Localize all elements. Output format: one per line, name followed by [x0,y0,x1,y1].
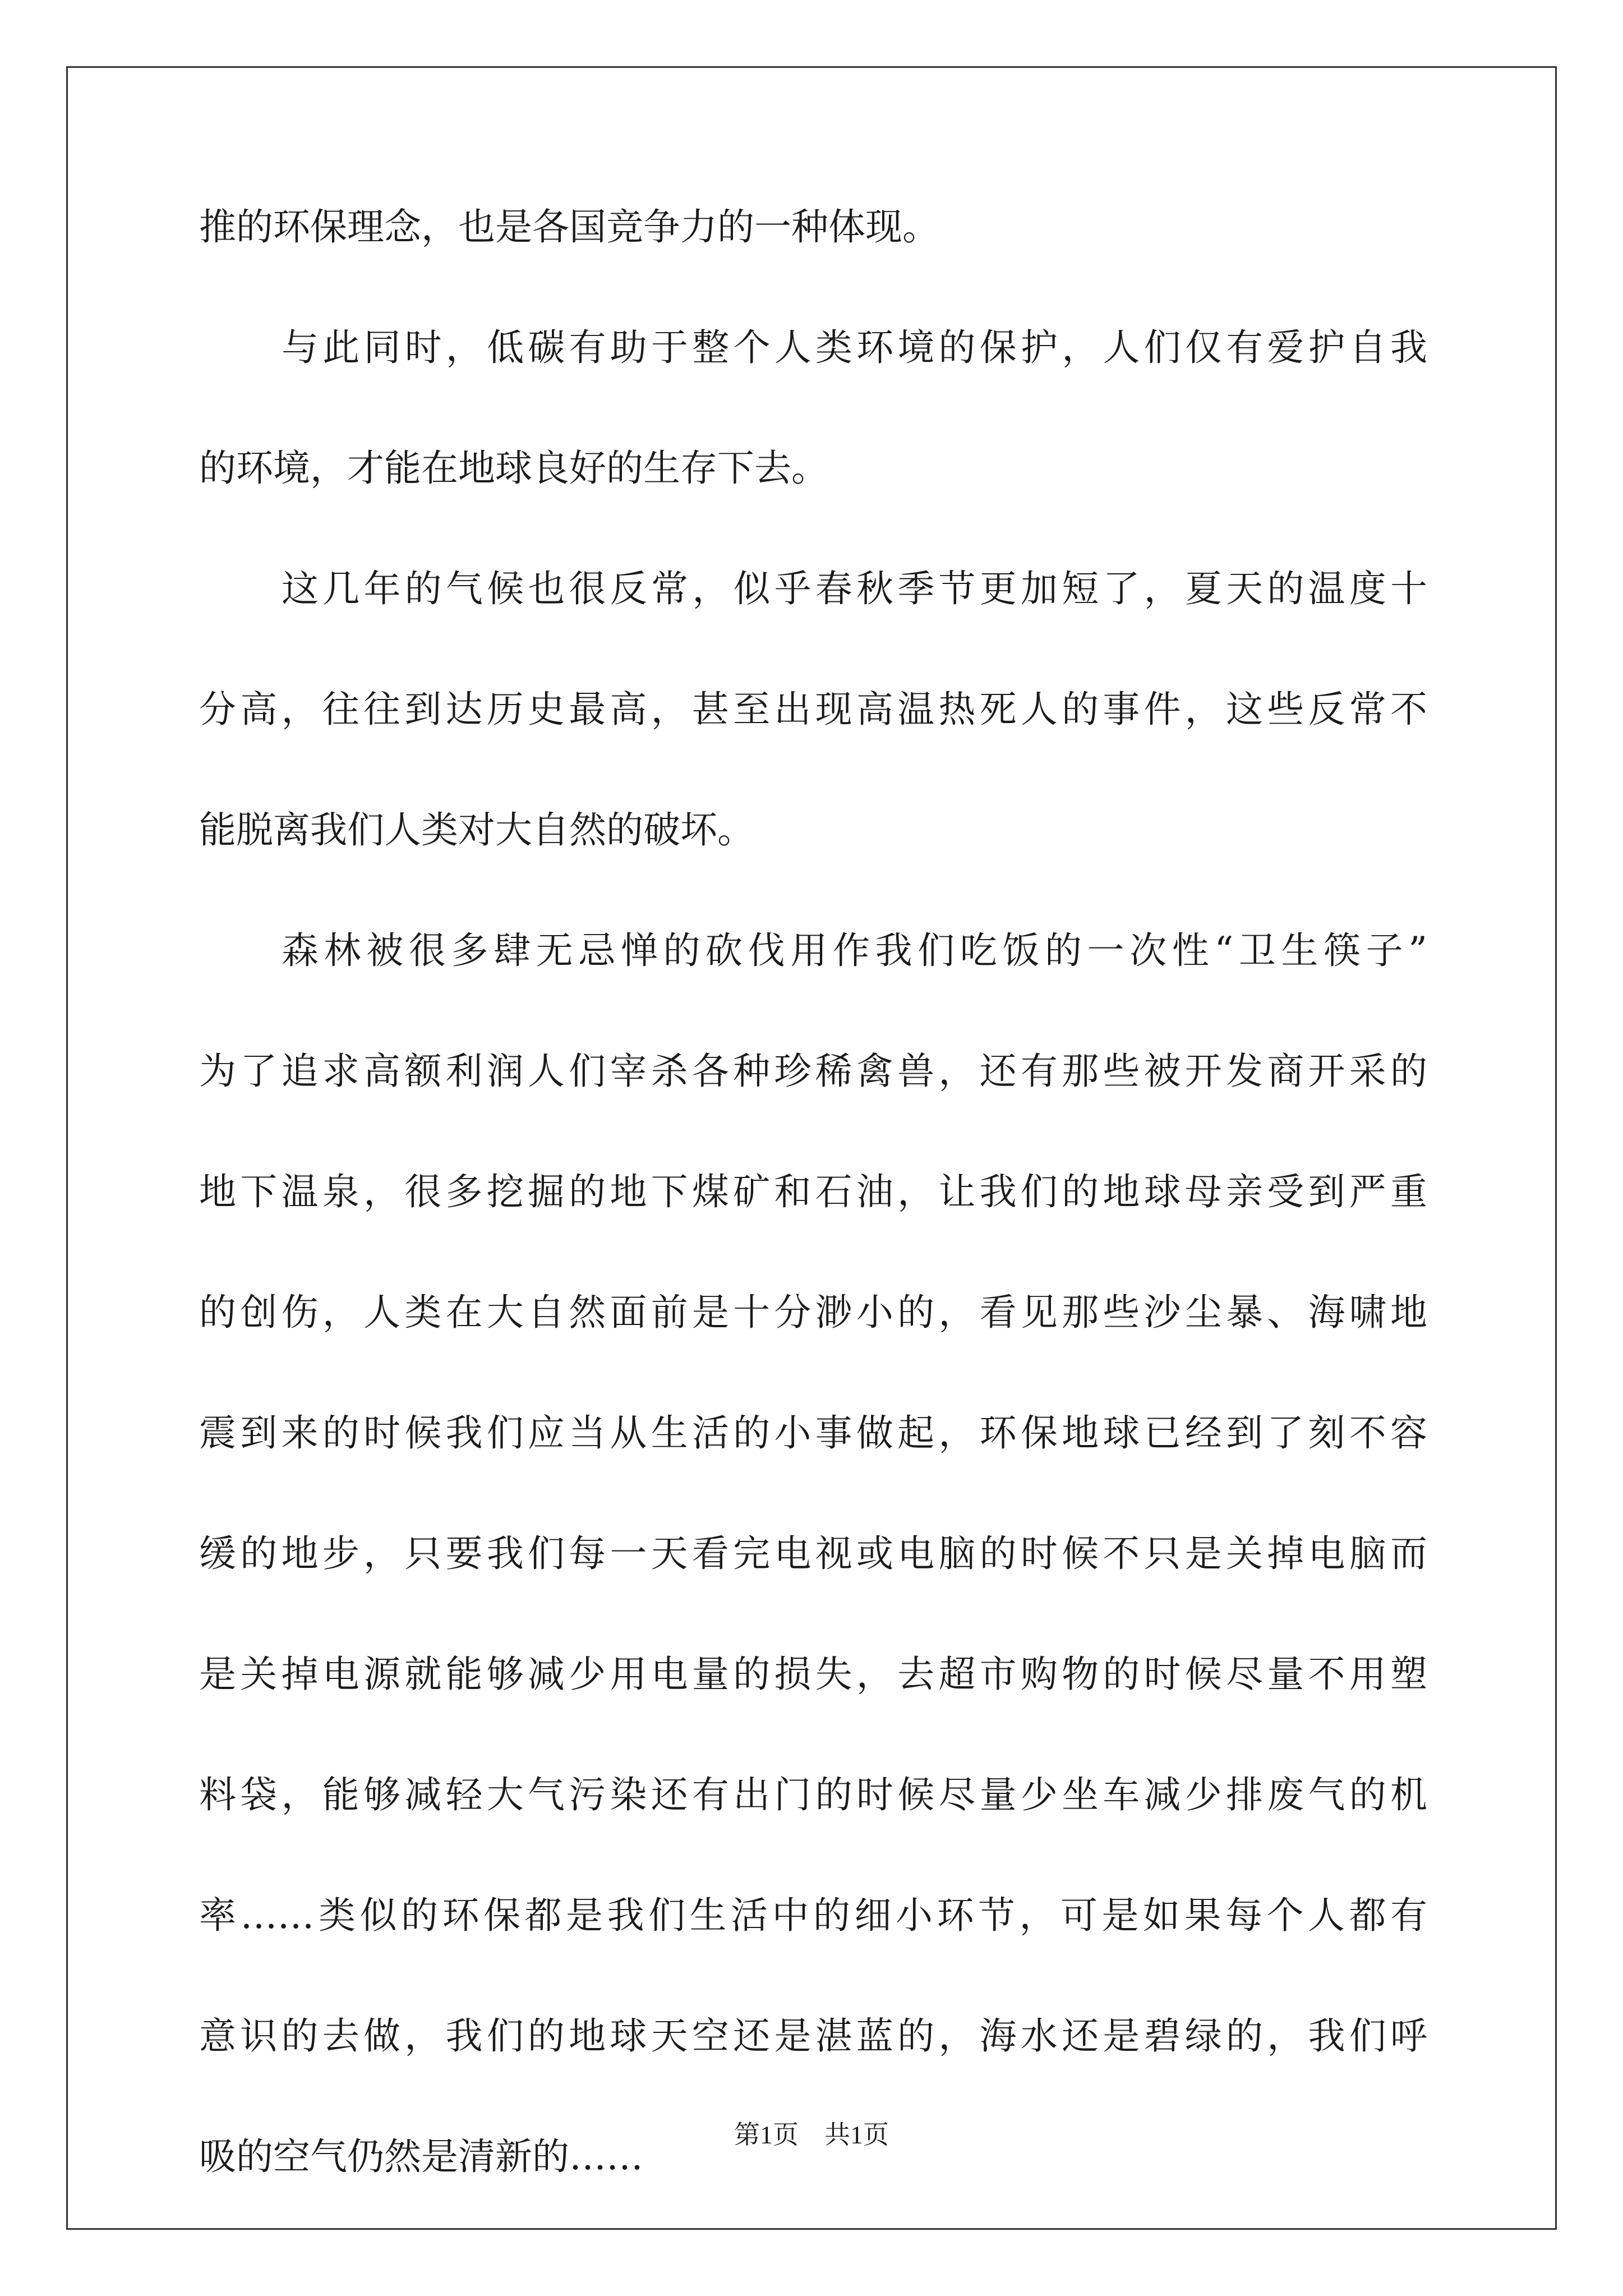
text-line: 分高，往往到达历史最高，甚至出现高温热死人的事件，这些反常不 [199,688,1427,731]
text-line: 的创伤，人类在大自然面前是十分渺小的，看见那些沙尘暴、海啸地 [199,1291,1427,1334]
text-line: 为了追求高额利润人们宰杀各种珍稀禽兽，还有那些被开发商开采的 [199,1050,1427,1093]
text-line: 森林被很多肆无忌惮的砍伐用作我们吃饭的一次性“卫生筷子” [282,929,1427,972]
text-line: 震到来的时候我们应当从生活的小事做起，环保地球已经到了刻不容 [199,1411,1427,1455]
text-line: 能脱离我们人类对大自然的破坏。 [199,808,754,852]
text-line: 的环境，才能在地球良好的生存下去。 [199,447,828,490]
text-line: 意识的去做，我们的地球天空还是湛蓝的，海水还是碧绿的，我们呼 [199,2014,1427,2058]
text-line: 推的环保理念，也是各国竞争力的一种体现。 [199,205,939,249]
text-line: 这几年的气候也很反常，似乎春秋季节更加短了，夏天的温度十 [282,567,1427,610]
text-line: 与此同时，低碳有助于整个人类环境的保护，人们仅有爱护自我 [282,326,1427,369]
text-line: 缓的地步，只要我们每一天看完电视或电脑的时候不只是关掉电脑而 [199,1532,1427,1575]
text-line: 率……类似的环保都是我们生活中的细小环节，可是如果每个人都有 [199,1894,1427,1937]
text-line: 是关掉电源就能够减少用电量的损失，去超市购物的时候尽量不用塑 [199,1653,1427,1696]
text-line: 地下温泉，很多挖掘的地下煤矿和石油，让我们的地球母亲受到严重 [199,1170,1427,1213]
page-number-footer: 第1页 共1页 [734,2120,889,2149]
text-line: 吸的空气仍然是清新的…… [199,2135,643,2178]
text-line: 料袋，能够减轻大气污染还有出门的时候尽量少坐车减少排废气的机 [199,1773,1427,1816]
